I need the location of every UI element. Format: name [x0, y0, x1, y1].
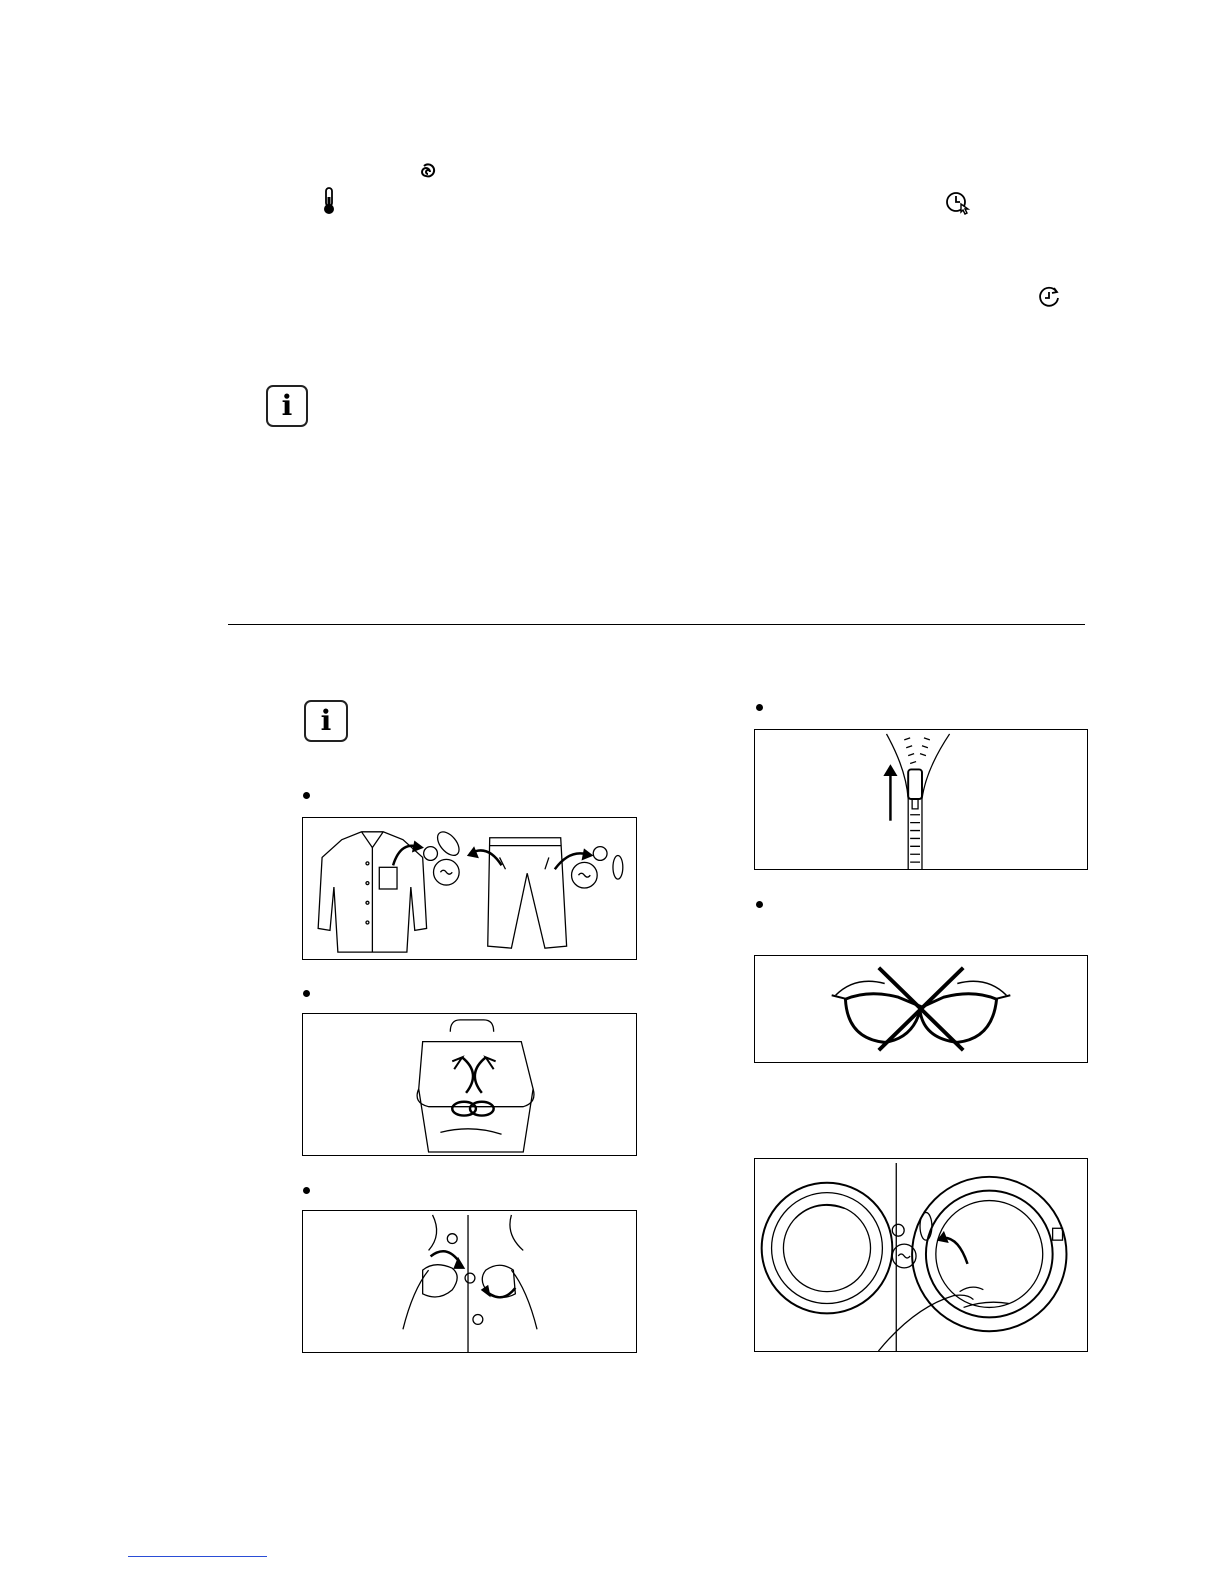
bullet [756, 901, 763, 908]
time-save-clock-hand-icon [944, 190, 972, 218]
information-icon [304, 700, 348, 742]
section-divider [228, 624, 1085, 625]
information-icon [266, 385, 308, 427]
thermometer-icon [322, 187, 336, 215]
bullet [303, 792, 310, 799]
remove-objects-from-door-seal-illustration [754, 1158, 1088, 1352]
close-zippers-illustration [754, 729, 1088, 870]
spin-spiral-icon [416, 162, 440, 186]
footer-link-underline[interactable] [128, 1556, 267, 1557]
fasten-buttons-illustration [302, 1210, 637, 1353]
empty-pockets-illustration [302, 817, 637, 960]
bullet [303, 1187, 310, 1194]
delay-start-clock-icon [1036, 285, 1062, 311]
info-glyph: i [281, 389, 293, 422]
bullet [303, 990, 310, 997]
bullet [756, 704, 763, 711]
tie-ribbons-illustration [302, 1013, 637, 1156]
no-underwired-bra-illustration [754, 955, 1088, 1063]
info-glyph: i [320, 704, 332, 737]
